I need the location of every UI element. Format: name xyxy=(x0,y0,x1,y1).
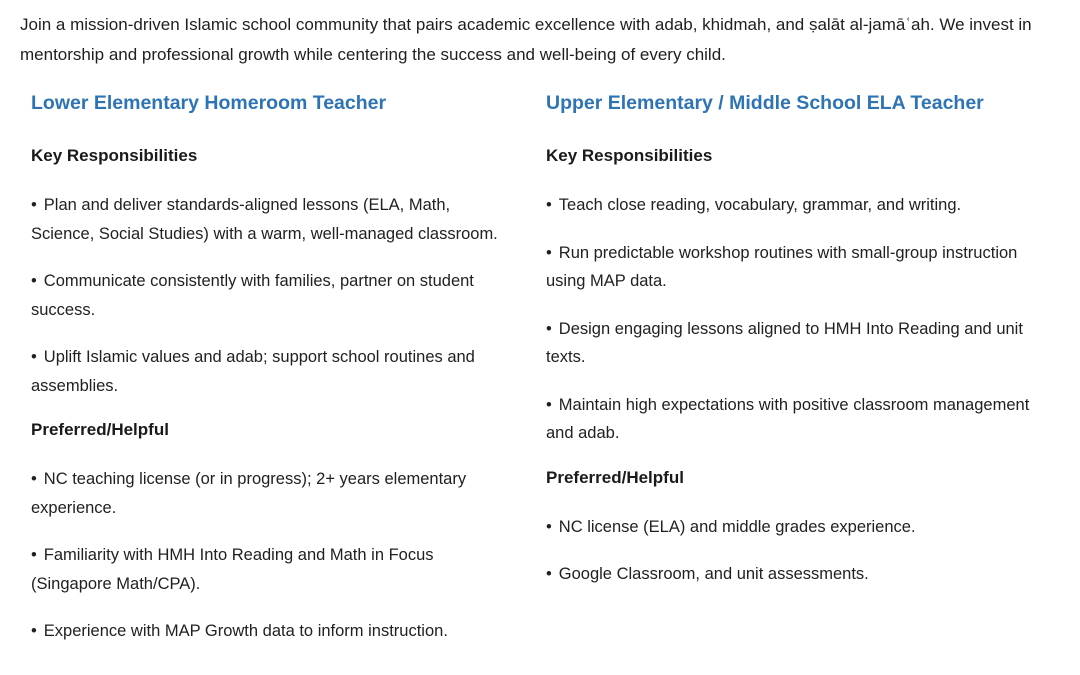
bullet-text: NC teaching license (or in progress); 2+ years elementary experience. xyxy=(31,470,467,517)
bullet-item xyxy=(546,315,1048,372)
bullet-text: Communicate consistently with families, partner on student success. xyxy=(31,272,474,319)
bullet-text: Uplift Islamic values and adab; support school routines and assemblies. xyxy=(31,348,475,395)
bullet-item xyxy=(31,541,513,598)
bullet-icon: • xyxy=(546,395,552,414)
bullet-text: Google Classroom, and unit assessments. xyxy=(558,565,869,583)
job-column-upper-elementary-ela xyxy=(546,91,1048,665)
section-heading-preferred-helpful: Preferred/Helpful xyxy=(546,467,684,487)
bullet-item xyxy=(546,239,1048,296)
bullet-item xyxy=(546,391,1048,448)
bullet-item xyxy=(31,617,513,646)
section-heading-key-responsibilities: Key Responsibilities xyxy=(31,146,198,165)
section-heading-key-responsibilities: Key Responsibilities xyxy=(546,146,713,165)
bullet-icon: • xyxy=(31,546,37,564)
bullet-text: Teach close reading, vocabulary, grammar, and writing. xyxy=(558,196,962,214)
bullet-text: NC license (ELA) and middle grades experience. xyxy=(558,517,916,536)
bullet-icon: • xyxy=(31,196,37,214)
bullet-item xyxy=(546,191,1048,220)
bullet-icon: • xyxy=(31,470,37,488)
bullet-icon: • xyxy=(546,243,552,262)
bullet-item xyxy=(31,267,513,324)
bullet-item xyxy=(546,513,1048,542)
bullet-text: Maintain high expectations with positive classroom management and adab. xyxy=(546,395,1030,442)
bullet-icon: • xyxy=(31,622,37,640)
section-heading-preferred-helpful: Preferred/Helpful xyxy=(31,420,169,439)
job-columns xyxy=(31,91,1080,665)
bullet-text: Experience with MAP Growth data to inform instruction. xyxy=(43,622,448,640)
bullet-item xyxy=(31,343,513,400)
job-title: Lower Elementary Homeroom Teacher xyxy=(31,92,387,114)
bullet-item xyxy=(31,465,513,522)
bullet-icon: • xyxy=(31,348,37,366)
job-title: Upper Elementary / Middle School ELA Teacher xyxy=(546,92,984,114)
bullet-item xyxy=(31,191,513,248)
bullet-icon: • xyxy=(31,272,37,290)
bullet-icon: • xyxy=(546,565,552,583)
bullet-icon: • xyxy=(546,196,552,214)
bullet-icon: • xyxy=(546,319,552,338)
bullet-text: Plan and deliver standards-aligned lessons (ELA, Math, Science, Social Studies) with a warm, well-managed classroom. xyxy=(31,196,498,243)
bullet-item xyxy=(546,560,1048,589)
bullet-text: Familiarity with HMH Into Reading and Math in Focus (Singapore Math/CPA). xyxy=(31,546,434,593)
bullet-text: Design engaging lessons aligned to HMH Into Reading and unit texts. xyxy=(546,319,1023,366)
bullet-icon: • xyxy=(546,517,552,536)
intro-paragraph: Join a mission-driven Islamic school community that pairs academic excellence with adab, khidmah, and ṣalāt al-jamāʿah. We invest in mentorship and professional growth while centering the success and well-being of every child. xyxy=(20,15,1032,64)
bullet-text: Run predictable workshop routines with small-group instruction using MAP data. xyxy=(546,243,1018,290)
job-column-lower-elementary xyxy=(31,91,513,665)
